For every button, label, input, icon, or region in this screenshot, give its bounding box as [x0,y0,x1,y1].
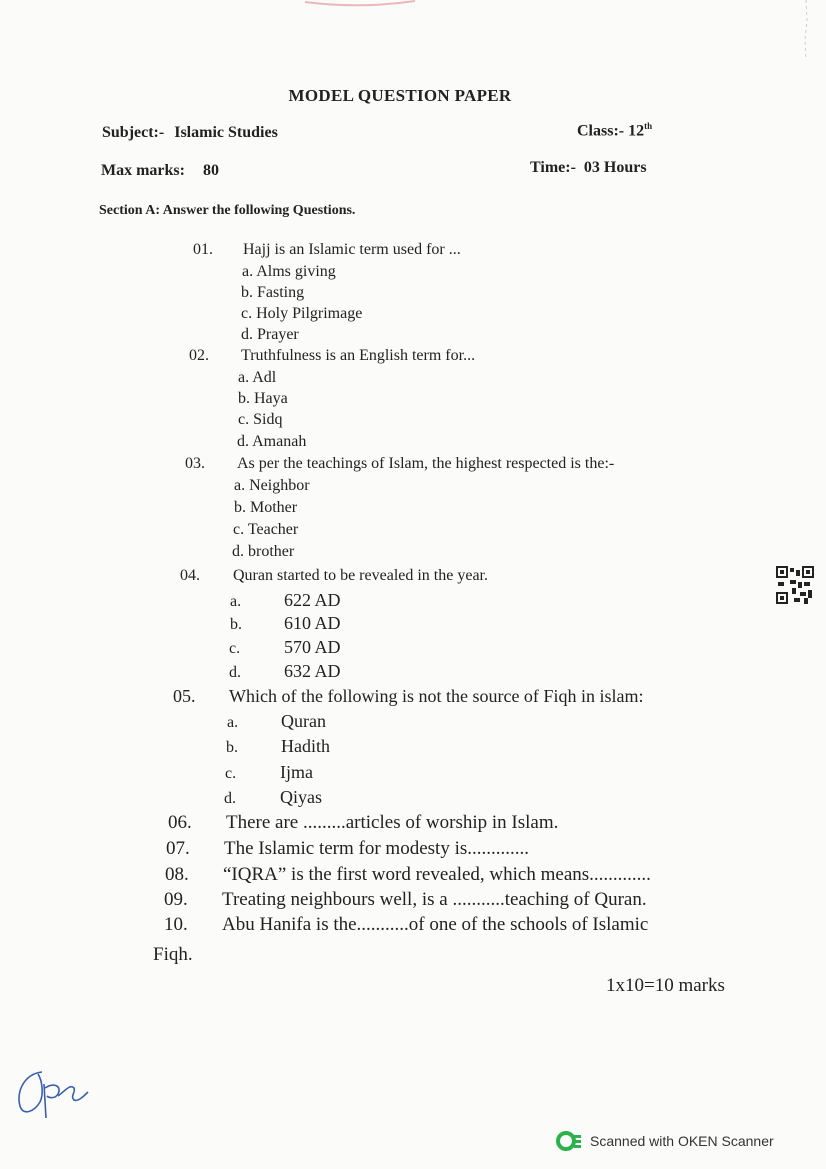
option-text: Sidq [253,411,283,428]
option [241,305,362,323]
question-number: 03. [185,455,205,472]
subject-label: Subject:- [102,124,165,141]
option [238,390,288,408]
signature [14,1066,94,1126]
option-letter: c. [225,765,237,782]
option-letter: b. [230,616,242,633]
time-label: Time:- [530,159,576,176]
question-number: 08. [165,864,189,885]
option-letter: d. [237,433,249,450]
option [229,637,341,658]
option-text: Quran [281,711,326,731]
question-text: Truthfulness is an English term for... [241,347,476,364]
page-title: MODEL QUESTION PAPER [288,86,512,105]
question-3 [185,455,614,473]
question-number: 05. [173,686,196,706]
option-text: Fasting [257,284,305,301]
question-9 [164,889,647,911]
option-letter: a. [238,369,250,386]
question-7 [166,838,529,860]
qr-code-icon [776,566,814,604]
option [226,736,330,757]
option-letter: a. [234,477,246,494]
option-letter: a. [230,593,242,610]
option-letter: d. [229,664,241,681]
option [241,284,304,302]
option-text: 570 AD [284,637,341,657]
question-text: Which of the following is not the source of Fiqh in islam: [229,686,644,706]
option-text: Haya [254,390,288,407]
class-line [577,121,652,140]
option [227,711,326,732]
question-1 [193,241,461,259]
question-number: 02. [189,347,209,364]
option-letter: d. [232,543,244,560]
question-text: As per the teachings of Islam, the highest respected is the:- [237,455,615,472]
option-text: Hadith [281,736,330,756]
question-8 [165,864,651,886]
question-text: Treating neighbours well, is a ...........teaching of Quran. [222,889,647,910]
question-text: Abu Hanifa is the...........of one of the schools of Islamic [222,914,649,935]
question-number: 01. [193,241,213,258]
option [242,263,336,281]
option-letter: d. [224,790,236,807]
option-letter: b. [234,499,246,516]
question-text: There are .........articles of worship in Islam. [226,812,559,833]
option [229,661,341,682]
time-line [530,159,647,177]
max-marks-value: 80 [202,162,219,179]
option-text: 610 AD [284,613,341,633]
option-text: Qiyas [280,787,322,807]
option-letter: a. [242,263,254,280]
time-value: 03 Hours [583,159,647,176]
question-10-continuation: Fiqh. [153,944,193,965]
option-text: Adl [252,369,277,386]
marks-note: 1x10=10 marks [606,975,725,996]
option-letter: a. [227,714,239,731]
question-text: “IQRA” is the first word revealed, which means............. [223,864,651,885]
option [224,787,322,808]
option-text: 632 AD [284,661,341,681]
scanner-watermark [556,1130,774,1152]
class-value: 12 [628,122,645,140]
question-text: The Islamic term for modesty is............. [224,838,529,859]
option [230,590,341,611]
option-text: 622 AD [284,590,341,610]
option [233,521,298,539]
option [225,762,313,783]
scan-artifact-mark [300,0,420,8]
option-text: Holy Pilgrimage [256,305,363,322]
option [230,613,341,634]
option-letter: b. [238,390,250,407]
question-number: 06. [168,812,192,833]
section-a-heading: Section A: Answer the following Questions. [99,203,356,218]
option [238,369,276,387]
option [237,433,306,451]
option-text: Alms giving [256,263,336,280]
class-suffix: th [644,121,653,131]
question-2 [189,347,475,365]
option-letter: c. [241,305,253,322]
option-text: Teacher [247,521,299,538]
option [238,411,282,429]
scanner-text: Scanned with OKEN Scanner [590,1133,774,1149]
option-text: Neighbor [249,477,310,494]
question-number: 10. [164,914,188,935]
option [234,477,310,495]
option-text: Mother [250,499,298,516]
option [241,326,299,344]
option-letter: c. [238,411,250,428]
subject-value: Islamic Studies [174,124,278,141]
question-text: Quran started to be revealed in the year. [233,567,488,584]
option-letter: d. [241,326,253,343]
option [234,499,297,517]
question-number: 07. [166,838,190,859]
max-marks-line [101,162,219,180]
option-text: Ijma [280,762,313,782]
question-6 [168,812,558,834]
option-text: Amanah [252,433,307,450]
class-label: Class:- [577,122,625,140]
oken-scanner-logo-icon [556,1130,582,1152]
question-text: Hajj is an Islamic term used for ... [243,241,461,258]
option-text: Prayer [257,326,299,343]
subject-line [102,124,278,142]
option-letter: b. [226,739,238,756]
question-number: 04. [180,567,200,584]
scan-edge-artifact [800,0,812,60]
option [232,543,294,561]
question-4 [180,567,488,585]
option-letter: c. [229,640,241,657]
option-letter: b. [241,284,253,301]
option-text: brother [248,543,295,560]
question-number: 09. [164,889,188,910]
question-10 [164,914,648,936]
max-marks-label: Max marks: [101,162,185,179]
question-5 [173,686,643,707]
option-letter: c. [233,521,245,538]
